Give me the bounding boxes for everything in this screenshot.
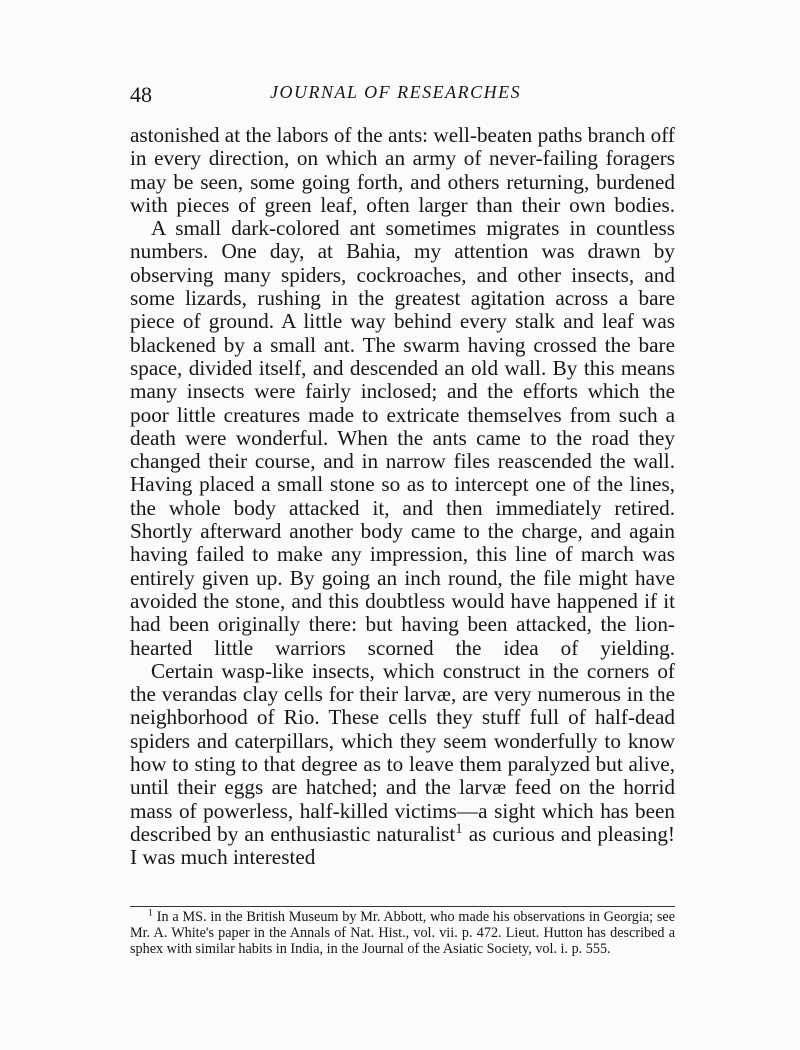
footnote-divider xyxy=(130,906,675,907)
page-number: 48 xyxy=(130,82,152,107)
paragraph-ants-foragers: astonished at the labors of the ants: well-beaten paths branch off in every direction, on which an army of never-failing foragers may be seen, some going forth, and others returning, burdened with pieces of green leaf, often larger than their own bodies. xyxy=(130,123,675,217)
footnote-mark: 1 xyxy=(148,907,153,919)
footnote xyxy=(130,907,675,957)
paragraph-wasp-text-end: as curious and pleasing! I was much interested xyxy=(130,821,675,870)
page-header xyxy=(130,82,675,114)
footnote-text: In a MS. in the British Museum by Mr. Abbott, who made his observations in Georgia; see Mr. A. White's paper in the Annals of Nat. Hist., vol. vii. p. 472. Lieut. Hutton has described a sphex with similar habits in India, in the Journal of the Asiatic Society, vol. i. p. 555. xyxy=(130,909,675,957)
paragraph-wasp-insects xyxy=(130,660,675,870)
running-head: JOURNAL OF RESEARCHES xyxy=(270,82,522,102)
footnote-reference-mark: 1 xyxy=(455,820,463,837)
body-text xyxy=(130,124,675,870)
paragraph-migrating-ants: A small dark-colored ant sometimes migrates in countless numbers. One day, at Bahia, my attention was drawn by observing many spiders, cockroaches, and other insects, and some lizards, rushing in the greatest agitation across a bare piece of ground. A little way behind every stalk and leaf was blackened by a small ant. The swarm having crossed the bare space, divided itself, and descended an old wall. By this means many insects were fairly inclosed; and the efforts which the poor little creatures made to extricate themselves from such a death were wonderful. When the ants came to the road they changed their course, and in narrow files reascended the wall. Having placed a small stone so as to intercept one of the lines, the whole body attacked it, and then immediately retired. Shortly afterward another body came to the charge, and again having failed to make any impression, this line of march was entirely given up. By going an inch round, the file might have avoided the stone, and this doubtless would have happened if it had been originally there: but having been attacked, the lion-hearted little warriors scorned the idea of yielding. xyxy=(130,216,675,660)
paragraph-wasp-text: Certain wasp-like insects, which construct in the corners of the verandas clay cells for their larvæ, are very numerous in the neighborhood of Rio. These cells they stuff full of half-dead spiders and caterpillars, which they seem wonderfully to know how to sting to that degree as to leave them paralyzed but alive, until their eggs are hatched; and the larvæ feed on the horrid mass of powerless, half-killed victims—a sight which has been described by an enthusiastic naturalist xyxy=(130,658,675,846)
